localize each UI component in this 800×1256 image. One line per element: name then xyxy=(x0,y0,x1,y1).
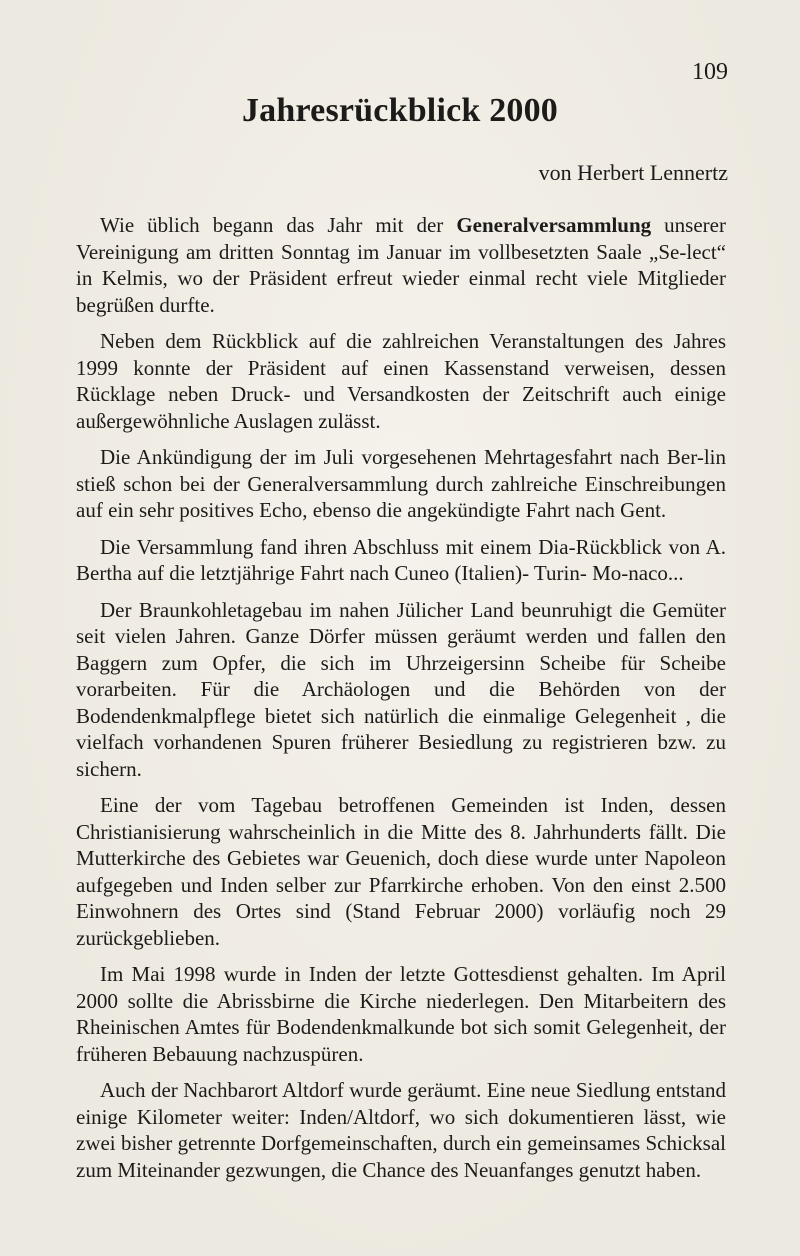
paragraph: Die Ankündigung der im Juli vorgesehenen Mehrtagesfahrt nach Ber-lin stieß schon bei der Generalversammlung durch zahlreiche Einschreibungen auf ein sehr positives Echo, ebenso die angekündigte Fahrt nach Gent. xyxy=(76,445,726,522)
paragraph: Im Mai 1998 wurde in Inden der letzte Gottesdienst gehalten. Im April 2000 sollte die Abrissbirne die Kirche niederlegen. Den Mitarbeitern des Rheinischen Amtes für Bodendenkmalkunde bot sich somit Gelegenheit, der früheren Bebauung nachzuspüren. xyxy=(76,962,726,1066)
paragraph: Die Versammlung fand ihren Abschluss mit einem Dia-Rückblick von A. Bertha auf die letztjährige Fahrt nach Cuneo (Italien)- Turin- Mo-naco... xyxy=(76,534,726,585)
author-line: von Herbert Lennertz xyxy=(538,160,728,185)
paragraph: Eine der vom Tagebau betroffenen Gemeinden ist Inden, dessen Christianisierung wahrscheinlich in die Mitte des 8. Jahrhunderts fällt. Die Mutterkirche des Gebietes war Geuenich, doch diese wurde unter Napoleon aufgegeben und Inden selber zur Pfarrkirche erhoben. Von den einst 2.500 Einwohnern des Ortes sind (Stand Februar 2000) vorläufig noch 29 zurückgeblieben. xyxy=(76,793,726,950)
article-title: Jahresrückblick 2000 xyxy=(241,92,558,129)
paragraph-text-after: unserer Vereinigung am dritten Sonntag im Januar im vollbesetzten Saale „Se-lect“ in Kelmis, wo der Präsident erfreut wieder einmal recht viele Mitglieder begrüßen durfte. xyxy=(76,213,726,317)
paragraph: Auch der Nachbarort Altdorf wurde geräumt. Eine neue Siedlung entstand einige Kilometer weiter: Inden/Altdorf, wo sich dokumentieren lässt, wie zwei bisher getrennte Dorfgemeinschaften, durch ein gemeinsames Schicksal zum Miteinander gezwungen, die Chance des Neuanfanges genutzt haben. xyxy=(76,1078,726,1182)
emphasized-term: Generalversammlung xyxy=(456,213,652,237)
paragraph xyxy=(76,212,726,318)
page-number: 109 xyxy=(692,59,728,85)
article-body xyxy=(76,212,726,1193)
paragraph: Neben dem Rückblick auf die zahlreichen Veranstaltungen des Jahres 1999 konnte der Präsident auf einen Kassenstand verweisen, dessen Rücklage neben Druck- und Versandkosten der Zeitschrift auch einige außergewöhnliche Auslagen zulässt. xyxy=(76,329,726,433)
paragraph-text-before: Wie üblich begann das Jahr mit der xyxy=(100,213,457,237)
paragraph: Der Braunkohletagebau im nahen Jülicher Land beunruhigt die Gemüter seit vielen Jahren. Ganze Dörfer müssen geräumt werden und fallen den Baggern zum Opfer, die sich im Uhrzeigersinn Scheibe für Scheibe vorarbeiten. Für die Archäologen und die Behörden von der Bodendenkmalpflege bietet sich natürlich die einmalige Gelegenheit , die vielfach vorhandenen Spuren früherer Besiedlung zu registrieren bzw. zu sichern. xyxy=(76,597,726,781)
